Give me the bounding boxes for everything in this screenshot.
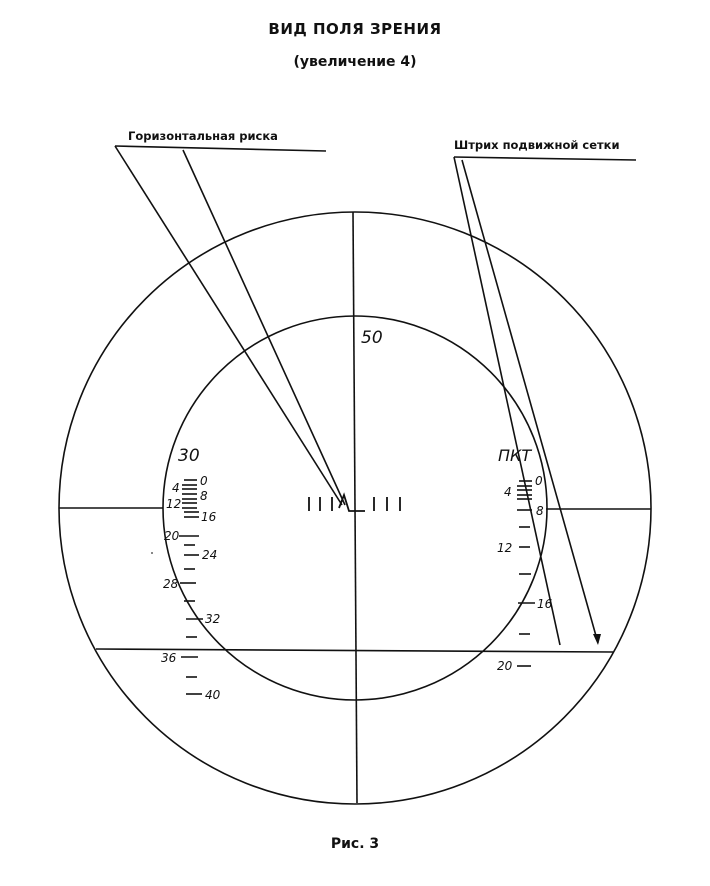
callout-moving-grid-stroke-leader-a [454,157,560,645]
left-scale-label-4: 4 [172,481,180,495]
right-scale-label-8: 8 [536,504,544,518]
callout-horizontal-mark-label: Горизонтальная риска [128,129,278,143]
callout-horizontal-mark-leader-b [183,150,345,505]
left-scale-label-28: 28 [163,577,179,591]
right-scale-label-0: 0 [535,474,543,488]
callout-horizontal-mark-leader-a [115,146,342,505]
right-scale-label-20: 20 [497,659,513,673]
left-scale-label-12: 12 [166,497,182,511]
right-scale-header: ПКТ [498,446,532,465]
left-scale-label-8: 8 [200,489,208,503]
left-scale-label-32: 32 [205,612,221,626]
left-scale-label-20: 20 [164,529,180,543]
callout-moving-grid-stroke-leader-b [462,160,598,643]
figure-caption: Рис. 3 [330,836,380,852]
top-mark-label: 50 [361,328,383,348]
callout-moving-grid-stroke-label: Штрих подвижной сетки [454,138,620,152]
callout-moving-grid-stroke-arrowhead [593,634,601,645]
page-subtitle: (увеличение 4) [293,54,417,70]
left-scale-label-24: 24 [202,548,218,562]
callout-moving-grid-stroke-underline [454,157,636,160]
right-scale-label-4: 4 [504,485,512,499]
stray-dot [151,552,153,554]
left-scale-label-0: 0 [200,474,208,488]
callout-horizontal-mark-underline [115,146,326,151]
right-scale-label-16: 16 [537,597,553,611]
right-scale-label-12: 12 [497,541,513,555]
vertical-crosshair [353,212,357,803]
left-scale-label-36: 36 [161,651,177,665]
page-title: ВИД ПОЛЯ ЗРЕНИЯ [268,20,442,38]
left-scale-label-16: 16 [201,510,217,524]
left-scale-header: 30 [178,446,200,466]
left-scale-label-40: 40 [205,688,221,702]
left-range-scale [161,446,221,702]
